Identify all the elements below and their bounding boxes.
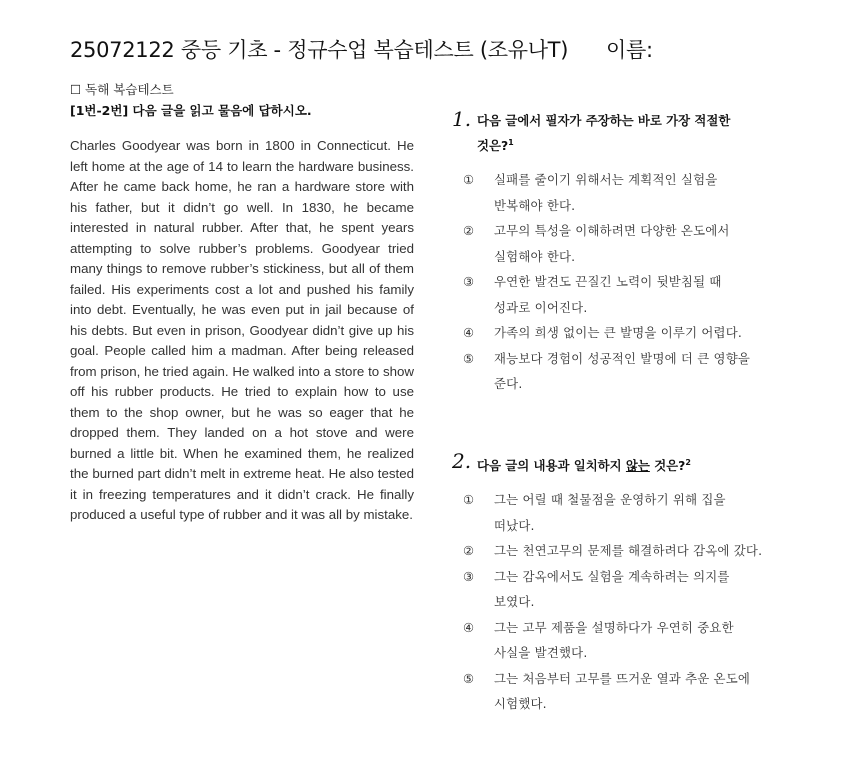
- choice[interactable]: [463, 538, 802, 564]
- choice-text: 그는 어릴 때 철물점을 운영하기 위해 집을: [494, 492, 726, 508]
- choice-mark: ④: [463, 619, 475, 635]
- page-header: [70, 34, 850, 64]
- choice-mark: ①: [463, 492, 475, 508]
- reading-passage: Charles Goodyear was born in 1800 in Connecticut. He left home at the age of 14 to learn the hardware business. After he came back home, he ran a hardware store with his father, but it didn’t go well. In 1830, he became interested in natural rubber. After that, he spent years attempting to solve rubber’s problems. Goodyear tried many things to remove rubber’s stickiness, but all of them failed. His experiments cost a lot and pushed his family into debt. Eventually, he was even put in jail because of his debts. But even in prison, Goodyear didn’t give up his goal. People called him a madman. After being released from prison, he tried again. He walked into a store to show off his rubber products. He tried to explain how to use them to the shop owner, but he was so eager that he dropped them. They landed on a hot stove and were burned a little bit. When he examined them, he realized the burned part didn’t melt in extreme heat. He also tested it in freezing temperatures and it didn’t crack. He finally produced a useful type of rubber and it was all by mistake.: [70, 138, 414, 522]
- question-1-text-a: 다음 글에서 필자가 주장하는 바로 가장 적절한: [477, 113, 731, 128]
- question-2-text-post: 것은?: [649, 458, 686, 474]
- question-2-choices: [452, 487, 802, 717]
- question-1-ref: 1: [508, 138, 514, 147]
- choice[interactable]: [463, 320, 802, 346]
- reading-section: [70, 80, 414, 526]
- choice-text: 실패를 줄이기 위해서는 계획적인 실험을: [494, 172, 718, 188]
- choice-text: 가족의 희생 없이는 큰 발명을 이루기 어렵다.: [494, 325, 743, 341]
- choice-mark: ⑤: [463, 670, 475, 686]
- question-1: [452, 107, 802, 397]
- choice-text: 우연한 발견도 끈질긴 노력이 뒷받침될 때: [494, 274, 722, 290]
- section-label: ☐ 독해 복습테스트: [70, 82, 174, 97]
- name-label: 이름:: [606, 38, 653, 62]
- choice[interactable]: [463, 564, 802, 615]
- test-title: 25072122 중등 기초 - 정규수업 복습테스트 (조유나T): [70, 38, 569, 62]
- choice[interactable]: [463, 487, 802, 538]
- choice-text: 시험했다.: [494, 696, 547, 712]
- choice[interactable]: [463, 346, 802, 397]
- question-1-text-b: 것은?: [477, 138, 509, 154]
- choice-mark: ④: [463, 325, 475, 341]
- question-2-underline: 않는: [625, 458, 650, 474]
- choice-mark: ②: [463, 543, 475, 559]
- choice-text: 준다.: [494, 376, 523, 392]
- choice-text: 그는 감옥에서도 실험을 계속하려는 의지를: [494, 568, 730, 584]
- choice-text: 그는 고무 제품을 설명하다가 우연히 중요한: [494, 619, 734, 635]
- question-2-number: 2.: [452, 449, 472, 473]
- question-1-stem: [452, 107, 802, 157]
- question-2: [452, 449, 802, 717]
- choice-text: 떠났다.: [494, 517, 535, 533]
- choice-text: 그는 처음부터 고무를 뜨거운 열과 추운 온도에: [494, 670, 751, 686]
- choice-text: 보였다.: [494, 594, 535, 610]
- choice-text: 반복해야 한다.: [494, 197, 576, 213]
- question-1-choices: [452, 167, 802, 397]
- choice[interactable]: [463, 167, 802, 218]
- choice-mark: ③: [463, 568, 475, 584]
- choice-mark: ③: [463, 274, 475, 290]
- question-2-ref: 2: [685, 458, 691, 467]
- choice-mark: ②: [463, 223, 475, 239]
- choice-text: 사실을 발견했다.: [494, 645, 588, 661]
- choice[interactable]: [463, 615, 802, 666]
- choice[interactable]: [463, 269, 802, 320]
- choice[interactable]: [463, 666, 802, 717]
- instruction: [1번-2번] 다음 글을 읽고 물음에 답하시오.: [70, 103, 312, 118]
- choice-text: 재능보다 경험이 성공적인 발명에 더 큰 영향을: [494, 350, 751, 366]
- question-2-stem: [452, 449, 802, 477]
- choice[interactable]: [463, 218, 802, 269]
- choice-mark: ⑤: [463, 350, 475, 366]
- question-1-number: 1.: [452, 107, 472, 131]
- choice-text: 그는 천연고무의 문제를 해결하려다 감옥에 갔다.: [494, 543, 763, 559]
- choice-mark: ①: [463, 172, 475, 188]
- choice-text: 실험해야 한다.: [494, 248, 576, 264]
- choice-text: 성과로 이어진다.: [494, 299, 588, 315]
- choice-text: 고무의 특성을 이해하려면 다양한 온도에서: [494, 223, 730, 239]
- question-2-text-pre: 다음 글의 내용과 일치하지: [477, 458, 626, 474]
